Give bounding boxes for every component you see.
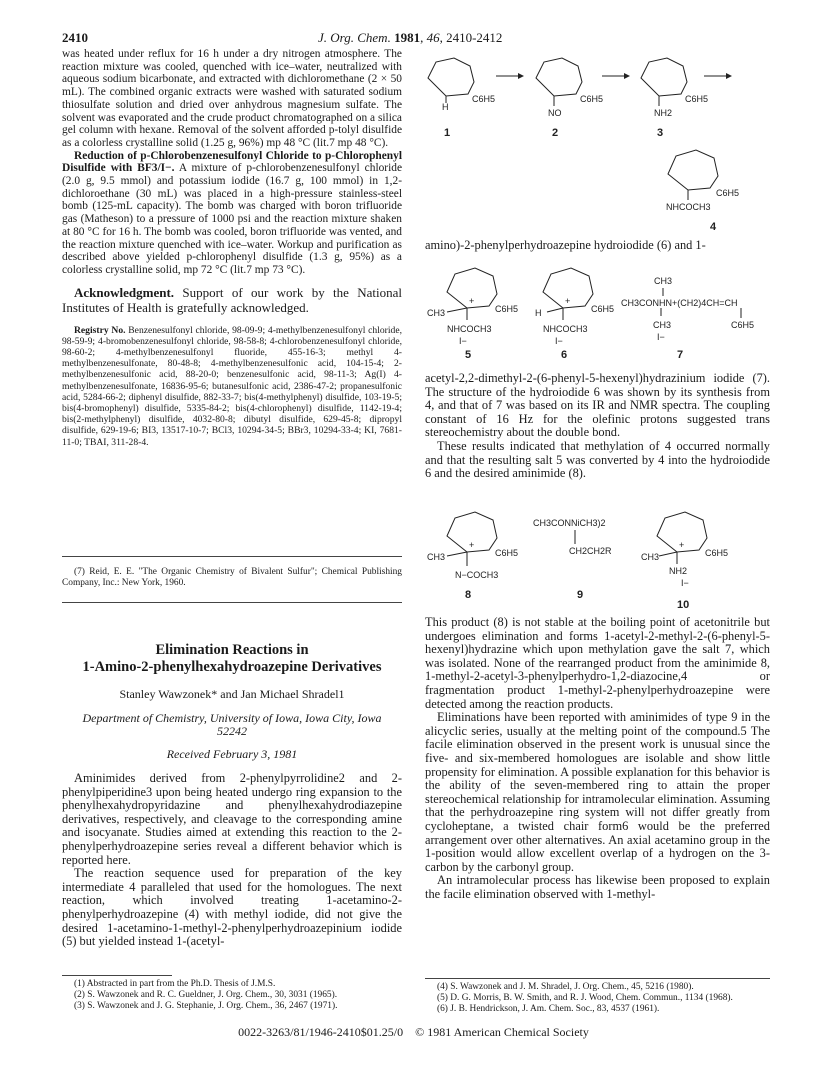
s7-label: 7 [677,349,684,361]
journal-pages: 2410-2412 [446,30,503,45]
footnotes-right [425,982,770,1015]
s5-n-sub: NHCOCH3 [447,324,492,334]
section-text: A mixture of p-chlorobenzenesulfonyl chloride (2.0 g, 9.5 mmol) and potassium iodide (16.7 g, 100 mmol) in 1,2-dichloroethane (30 mL) was placed in a high-pressure stainless-steel bomb (125-mL capacity). The bomb was charged with boron trifluoride gas (Matheson) to a pressure of 1000 psi and the reaction mixture shaken at 80 °C for 16 h. The bomb was cooled, boron trifluoride was vented, and the reaction mixture quenched with ice–water. Workup and purification as described above yielded p-chlorophenyl disulfide (1.3 g, 95%) as a colorless crystalline solid, mp 72 °C (lit.7 mp 73 °C). [62,162,403,276]
s7-bottom-right: C6H5 [731,320,755,330]
s8-n-sub: N−COCH3 [455,570,499,580]
article-body-left [62,772,402,949]
scheme-8-10 [425,502,770,612]
structure-4 [640,140,780,235]
s8-label: 8 [465,589,472,601]
registry-numbers [62,325,402,448]
s8-c-sub: C6H5 [495,548,519,558]
svg-text:+: + [679,540,685,550]
section-reduction [62,150,402,277]
s6-ion: I− [555,336,563,346]
journal-year: 1981 [394,30,421,45]
s5-plus: + [469,296,475,306]
ack-heading: Acknowledgment. [74,284,175,300]
body-paragraph: This product (8) is not stable at the boiling point of acetonitrile but undergoes elimination and forms 1-acetyl-2-methyl-2-(6-phenyl-5-hexenyl)hydrazine which upon methylation gave the salt 7, which was isolated. None of the rearranged product from the aminimide 8, 1-methyl-2-acetyl-3-phenylperhydro-1,2-diazocine,4 or fragmentation product 1-methyl-2-phenylperhydroazepine were detected among the reaction products. [425,615,770,711]
s7-ion: I− [657,332,665,342]
footer-code: 0022-3263/81/1946-2410$01.25/0 [238,1025,404,1039]
authors: Stanley Wawzonek* and Jan Michael Shradel1 [119,687,345,701]
s6-c-sub: C6H5 [591,304,615,314]
body-paragraph: The reaction sequence used for preparation of the key intermediate 4 paralleled that used for the homologues. The next reaction, which involved treating 1-acetamino-2-phenylperhydroazepine (4) with methyl iodide, did not give the desired 1-acetamino-1-methyl-2-phenylperhydroazepinium iodide (5) but yielded instead 1-(acetyl- [62,866,402,949]
scheme-1-3 [418,50,763,145]
affiliation: Department of Chemistry, University of Iowa, Iowa City, Iowa 52242 [82,711,382,738]
s6-n-sub: NHCOCH3 [543,324,588,334]
body-paragraph: acetyl-2,2-dimethyl-2-(6-phenyl-5-hexenyl)hydrazinium iodide (7). The structure of the hydroiodide 6 was shown by its synthesis from 4, and that of 7 was based on its IR and NMR spectra. The coupling constant of 16 Hz for the olefinic protons suggested trans stereochemistry about the double bond. [425,371,770,440]
s2-c-sub: C6H5 [580,94,604,104]
s8-extra: CH3 [427,552,446,562]
page-number: 2410 [62,30,88,45]
footnote-2: (2) S. Wawzonek and R. C. Gueldner, J. Org. Chem., 30, 3031 (1965). [74,990,338,1000]
s7-formula: CH3CONHN+(CH2)4CH=CH [621,298,738,308]
article-title-line1: Elimination Reactions in [155,642,309,658]
s10-n-sub: NH2 [669,566,688,576]
footnote-4: (4) S. Wawzonek and J. M. Shradel, J. Org. Chem., 45, 5216 (1980). [437,982,694,992]
footer-copyright: © 1981 American Chemical Society [415,1025,589,1039]
s10-c-sub: C6H5 [705,548,729,558]
article-title [62,642,402,676]
acknowledgment [62,285,402,315]
footnote-5: (5) D. G. Morris, B. W. Smith, and R. J. Wood, Chem. Commun., 1134 (1968). [437,993,733,1003]
running-header: J. Org. Chem. 1981, 46, 2410-2412 [318,30,503,45]
body-paragraph: Aminimides derived from 2-phenylpyrrolidine2 and 2-phenylpiperidine3 upon being heated undergo ring expansion to the phenylhexahydropyridazine and phenylhexahydrodiazepine derivatives, respectively, and cleavage to the corresponding amine and isocyanate. Studies aimed at extending this reaction to the 2-phenylperhydroazepine series reveal a different behavior which is reported here. [62,771,402,867]
svg-text:+: + [469,540,475,550]
registry-text: Benzenesulfonyl chloride, 98-09-9; 4-methylbenzenesulfonyl chloride, 98-59-9; 4-bromobenzenesulfonyl chloride, 98-58-8; 4-chlorobenzenesulfonyl chloride, 98-60-2; 4-methylbenzenesulfonyl fluoride, 455-16-3; methyl 4-methylbenzenesulfonate, 80-48-8; 4-methylbenzenesulfonic acid, 104-15-4; 2-methylbenzenesulfonic acid, 88-20-0; benzenesulfonic acid, 98-11-3; Ag(I) 4-methylbenzenesulfonate, 16836-95-6; butanesulfonic acid, 2386-47-2; propanesulfonic acid, 5284-66-2; diphenyl disulfide, 882-33-7; bis(4-methylphenyl) disulfide, 103-19-5; bis(4-bromophenyl) disulfide, 5335-84-2; bis(4-chlorophenyl) disulfide, 1142-19-4; bis(2-methylphenyl) disulfide, 4032-80-8; dibutyl disulfide, 629-45-8; dipropyl disulfide, 629-19-6; BI3, 13517-10-7; BCl3, 10294-34-5; BBr3, 10294-33-4; KI, 7681-11-0; TBAI, 311-28-4. [62,324,402,448]
s4-c-sub: C6H5 [716,188,740,198]
footnote-6: (6) J. B. Hendrickson, J. Am. Chem. Soc., 83, 4537 (1961). [437,1004,660,1014]
s4-label: 4 [710,221,717,233]
scheme-5-7 [425,258,770,363]
body-fragment: amino)-2-phenylperhydroazepine hydroiodide (6) and 1- [425,238,706,252]
article-title-line2: 1-Amino-2-phenylhexahydroazepine Derivatives [82,659,382,675]
s4-n-sub: NHCOCH3 [666,202,711,212]
s3-c-sub: C6H5 [685,94,709,104]
divider [62,602,402,603]
s1-label: 1 [444,127,451,139]
ack-text: Support of our work by the National Institutes of Health is gratefully acknowledged. [62,284,402,315]
registry-heading: Registry No. [74,324,126,336]
s1-c-sub: C6H5 [472,94,496,104]
s6-plus: + [565,296,571,306]
s7-top: CH3 [654,276,673,286]
body-paragraph: Eliminations have been reported with aminimides of type 9 in the alicyclic series, usually at the melting point of the compound.5 The facile elimination observed in the present work is unusual since the five- and six-membered homologues are isolable and show little propensity for elimination. A possible explanation for this behavior is the ability of the seven-membered ring to attain the proper stereochemical relationship for intramolecular elimination. Assuming that the perhydroazepine ring system will not differ greatly from cycloheptane, a twisted chair form6 would be the preferred arrangement over other alternatives. An axial acetamino group in the 1-position would allow excellent overlap of a hydrogen on the 3-carbon by the carbonyl group. [425,710,770,874]
s5-label: 5 [465,349,472,361]
section-heading: Reduction of p-Chlorobenzenesulfonyl Chloride to p-Chlorophenyl Disulfide with BF3/I−. [62,149,402,175]
body-paragraph: These results indicated that methylation of 4 occurred normally and that the resulting salt 5 was converted by 4 into the hydroiodide 6 and the desired aminimide (8). [425,438,770,481]
journal-name: J. Org. Chem. [318,30,391,45]
s2-label: 2 [552,127,559,139]
right-text-3 [425,616,770,901]
s6-label: 6 [561,349,568,361]
divider [62,556,402,557]
s10-extra: CH3 [641,552,660,562]
s5-ion: I− [459,336,467,346]
s6-extra: H [535,308,542,318]
reference-7 [62,567,402,589]
received-date: Received February 3, 1981 [166,747,298,761]
s7-bottom-left: CH3 [653,320,672,330]
s1-n-sub: H [442,102,449,112]
footnote-1: (1) Abstracted in part from the Ph.D. Thesis of J.M.S. [74,979,276,989]
s9-label: 9 [577,589,584,601]
s5-c-sub: C6H5 [495,304,519,314]
footnote-divider [425,978,770,979]
s2-n-sub: NO [548,108,562,118]
s5-extra: CH3 [427,308,446,318]
body-paragraph: An intramolecular process has likewise been proposed to explain the facile elimination observed with 1-methyl- [425,873,770,901]
journal-volume: 46 [426,30,440,45]
s9-formula: CH3CONNiCH3)2 [533,518,606,528]
right-text-1 [425,239,770,253]
s3-n-sub: NH2 [654,108,673,118]
left-column [62,48,402,448]
s9-sub: CH2CH2R [569,546,612,556]
page-footer [0,1025,827,1040]
s10-label: 10 [677,599,690,611]
ref7-text: (7) Reid, E. E. "The Organic Chemistry of Bivalent Sulfur"; Chemical Publishing Company, Inc.: New York, 1960. [62,567,402,588]
footnote-divider [62,975,172,976]
footnotes-left [62,979,402,1012]
experimental-paragraph: was heated under reflux for 16 h under a dry nitrogen atmosphere. The reaction mixture was cooled, quenched with ice–water, neutralized with aqueous sodium bicarbonate, and extracted with dichloromethane (2 × 50 mL). The combined organic extracts were washed with saturated sodium thiosulfate solution and dried over anhydrous magnesium sulfate. The solvent was evaporated and the crude product chromatographed on a silica gel column with hexane. Removal of the solvent afforded p-tolyl disulfide as a colorless crystalline solid (1.25 g, 96%) mp 48 °C (lit.7 mp 48 °C). [62,48,402,149]
footnote-3: (3) S. Wawzonek and J. G. Stephanie, J. Org. Chem., 36, 2467 (1971). [74,1001,338,1011]
s3-label: 3 [657,127,664,139]
s10-ion: I− [681,578,689,588]
right-text-2 [425,372,770,481]
